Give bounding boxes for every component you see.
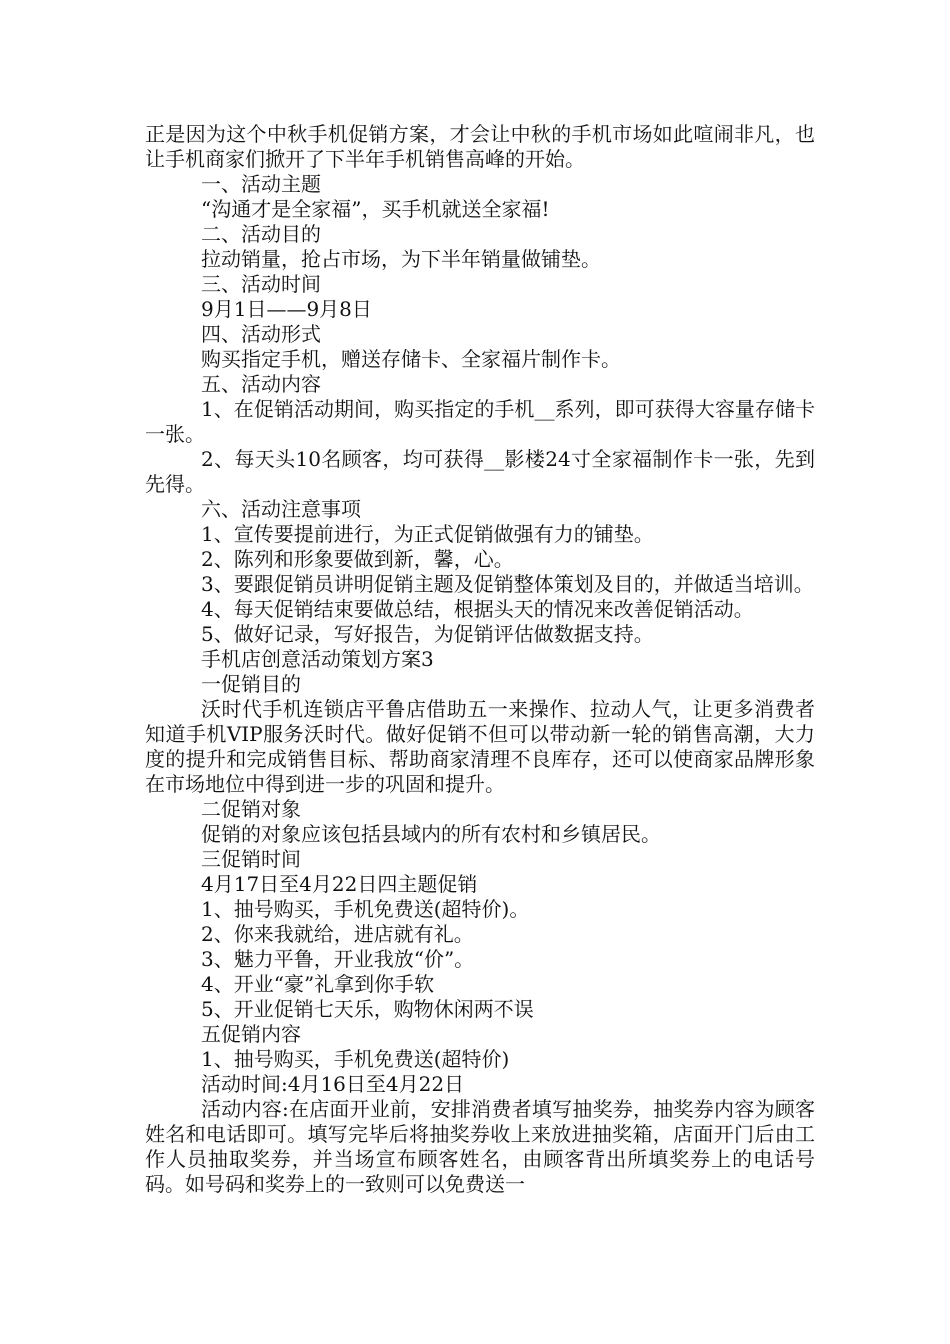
- paragraph: 沃时代手机连锁店平鲁店借助五一来操作、拉动人气，让更多消费者知道手机VIP服务沃时代。做好促销不但可以带动新一轮的销售高潮，大力度的提升和完成销售目标、帮助商家清理不良库存，还可以使商家品牌形象在市场地位中得到进一步的巩固和提升。: [145, 697, 815, 796]
- paragraph: 3、魅力平鲁，开业我放“价”。: [201, 947, 475, 971]
- paragraph: 二、活动目的: [201, 222, 321, 246]
- paragraph: 1、抽号购买，手机免费送(超特价)。: [201, 897, 530, 921]
- paragraph: 手机店创意活动策划方案3: [201, 647, 434, 671]
- paragraph: 五、活动内容: [201, 372, 321, 396]
- paragraph: 六、活动注意事项: [201, 497, 361, 521]
- paragraph: 一促销目的: [201, 672, 301, 696]
- paragraph: 五促销内容: [201, 1022, 301, 1046]
- paragraph: “沟通才是全家福”，买手机就送全家福!: [201, 197, 550, 221]
- paragraph: 促销的对象应该包括县域内的所有农村和乡镇居民。: [201, 822, 661, 846]
- paragraph: 正是因为这个中秋手机促销方案，才会让中秋的手机市场如此喧闹非凡，也让手机商家们掀开了下半年手机销售高峰的开始。: [145, 122, 815, 171]
- paragraph: 4、每天促销结束要做总结，根据头天的情况来改善促销活动。: [201, 597, 754, 621]
- paragraph: 三、活动时间: [201, 272, 321, 296]
- paragraph: 三促销时间: [201, 847, 301, 871]
- paragraph: 2、你来我就给，进店就有礼。: [201, 922, 474, 946]
- paragraph: 2、陈列和形象要做到新，馨，心。: [201, 547, 514, 571]
- paragraph: 拉动销量，抢占市场，为下半年销量做铺垫。: [201, 247, 601, 271]
- paragraph: 1、抽号购买，手机免费送(超特价): [201, 1047, 510, 1071]
- paragraph: 活动时间:4月16日至4月22日: [201, 1072, 465, 1096]
- paragraph: 9月1日——9月8日: [201, 297, 372, 321]
- paragraph: 4、开业“豪”礼拿到你手软: [201, 972, 435, 996]
- paragraph: 四、活动形式: [201, 322, 321, 346]
- paragraph: 一、活动主题: [201, 172, 321, 196]
- paragraph: 1、宣传要提前进行，为正式促销做强有力的铺垫。: [201, 522, 654, 546]
- paragraph: 5、开业促销七天乐，购物休闲两不误: [201, 997, 534, 1021]
- paragraph: 购买指定手机，赠送存储卡、全家福片制作卡。: [201, 347, 621, 371]
- paragraph: 活动内容:在店面开业前，安排消费者填写抽奖券，抽奖券内容为顾客姓名和电话即可。填写完毕后将抽奖券收上来放进抽奖箱，店面开门后由工作人员抽取奖券，并当场宣布顾客姓名，由顾客背出所填奖券上的电话号码。如号码和奖券上的一致则可以免费送一: [145, 1097, 815, 1196]
- paragraph: 4月17日至4月22日四主题促销: [201, 872, 478, 896]
- document-body: [145, 122, 815, 1197]
- paragraph: 2、每天头10名顾客，均可获得__影楼24寸全家福制作卡一张，先到先得。: [145, 447, 815, 496]
- paragraph: 1、在促销活动期间，购买指定的手机__系列，即可获得大容量存储卡一张。: [145, 397, 815, 446]
- paragraph: 二促销对象: [201, 797, 301, 821]
- paragraph: 5、做好记录，写好报告，为促销评估做数据支持。: [201, 622, 654, 646]
- paragraph: 3、要跟促销员讲明促销主题及促销整体策划及目的，并做适当培训。: [201, 572, 814, 596]
